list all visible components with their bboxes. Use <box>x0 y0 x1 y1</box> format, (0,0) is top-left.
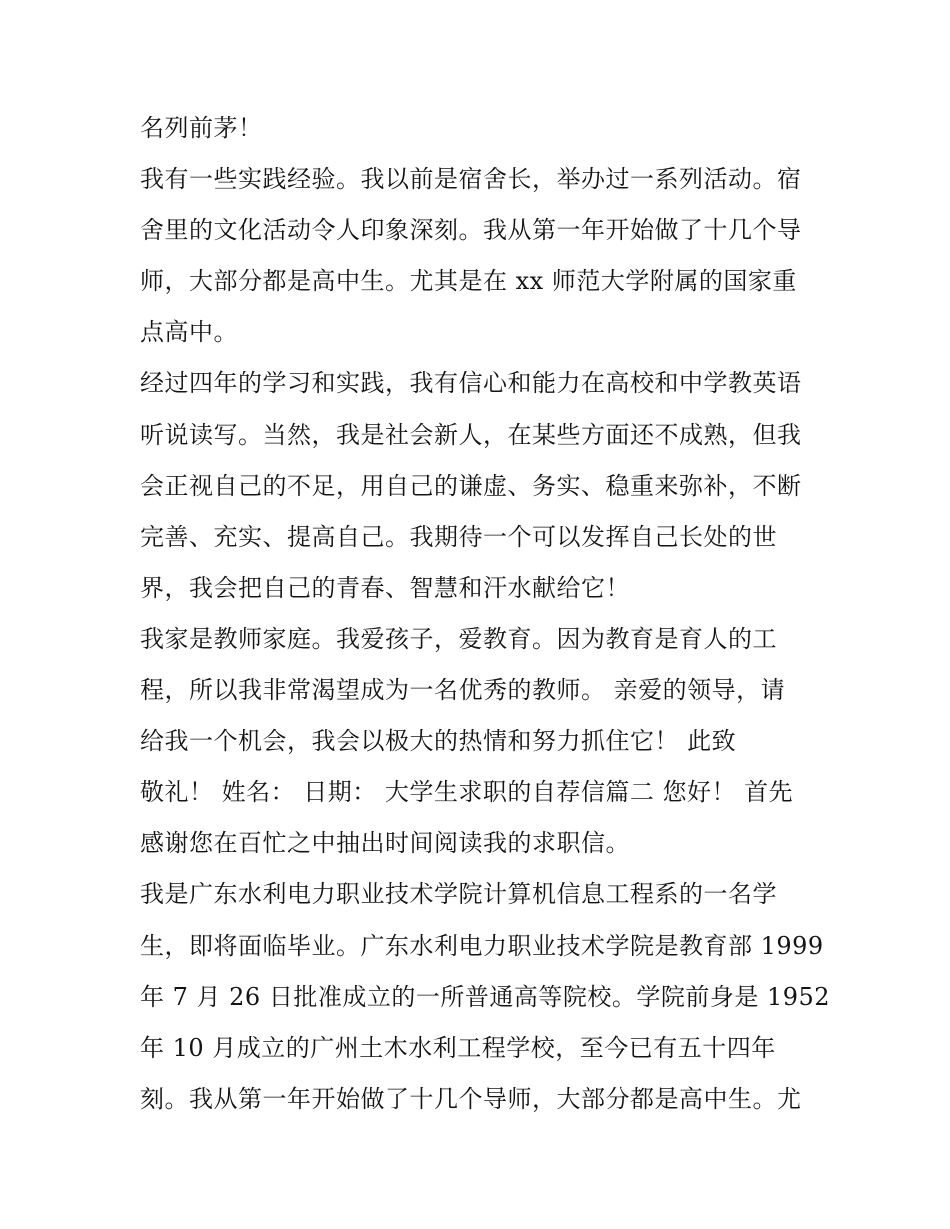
text-line: 完善、充实、提高自己。我期待一个可以发挥自己长处的世 <box>140 522 777 551</box>
text-line: 界，我会把自己的青春、智慧和汗水献给它！ <box>140 573 630 602</box>
text-line: 生，即将面临毕业。广东水利电力职业技术学院是教育部 1999 <box>140 931 824 960</box>
text-line: 程，所以我非常渴望成为一名优秀的教师。 亲爱的领导，请 <box>140 676 786 705</box>
text-line: 舍里的文化活动令人印象深刻。我从第一年开始做了十几个导 <box>140 216 802 245</box>
text-line: 会正视自己的不足，用自己的谦虚、务实、稳重来弥补，不断 <box>140 471 802 500</box>
body-text <box>140 103 831 1125</box>
text-line: 给我一个机会，我会以极大的热情和努力抓住它！ 此致 <box>140 727 737 756</box>
text-line: 师，大部分都是高中生。尤其是在 xx 师范大学附属的国家重 <box>140 267 797 296</box>
text-line: 我是广东水利电力职业技术学院计算机信息工程系的一名学 <box>140 880 777 909</box>
text-line: 听说读写。当然，我是社会新人，在某些方面还不成熟，但我 <box>140 420 802 449</box>
text-line: 经过四年的学习和实践，我有信心和能力在高校和中学教英语 <box>140 369 802 398</box>
text-line: 感谢您在百忙之中抽出时间阅读我的求职信。 <box>140 829 630 858</box>
text-line: 点高中。 <box>140 318 238 347</box>
text-line: 年 10 月成立的广州土木水利工程学校，至今已有五十四年 <box>140 1033 776 1062</box>
text-line: 我家是教师家庭。我爱孩子，爱教育。因为教育是育人的工 <box>140 624 777 653</box>
text-line: 名列前茅！ <box>140 114 263 142</box>
text-line: 刻。我从第一年开始做了十几个导师，大部分都是高中生。尤 <box>140 1084 802 1113</box>
text-line: 年 7 月 26 日批准成立的一所普通高等院校。学院前身是 1952 <box>140 982 831 1011</box>
text-line: 敬礼！ 姓名： 日期： 大学生求职的自荐信篇二 您好！ 首先 <box>140 778 794 807</box>
text-line: 我有一些实践经验。我以前是宿舍长，举办过一系列活动。宿 <box>140 165 802 194</box>
